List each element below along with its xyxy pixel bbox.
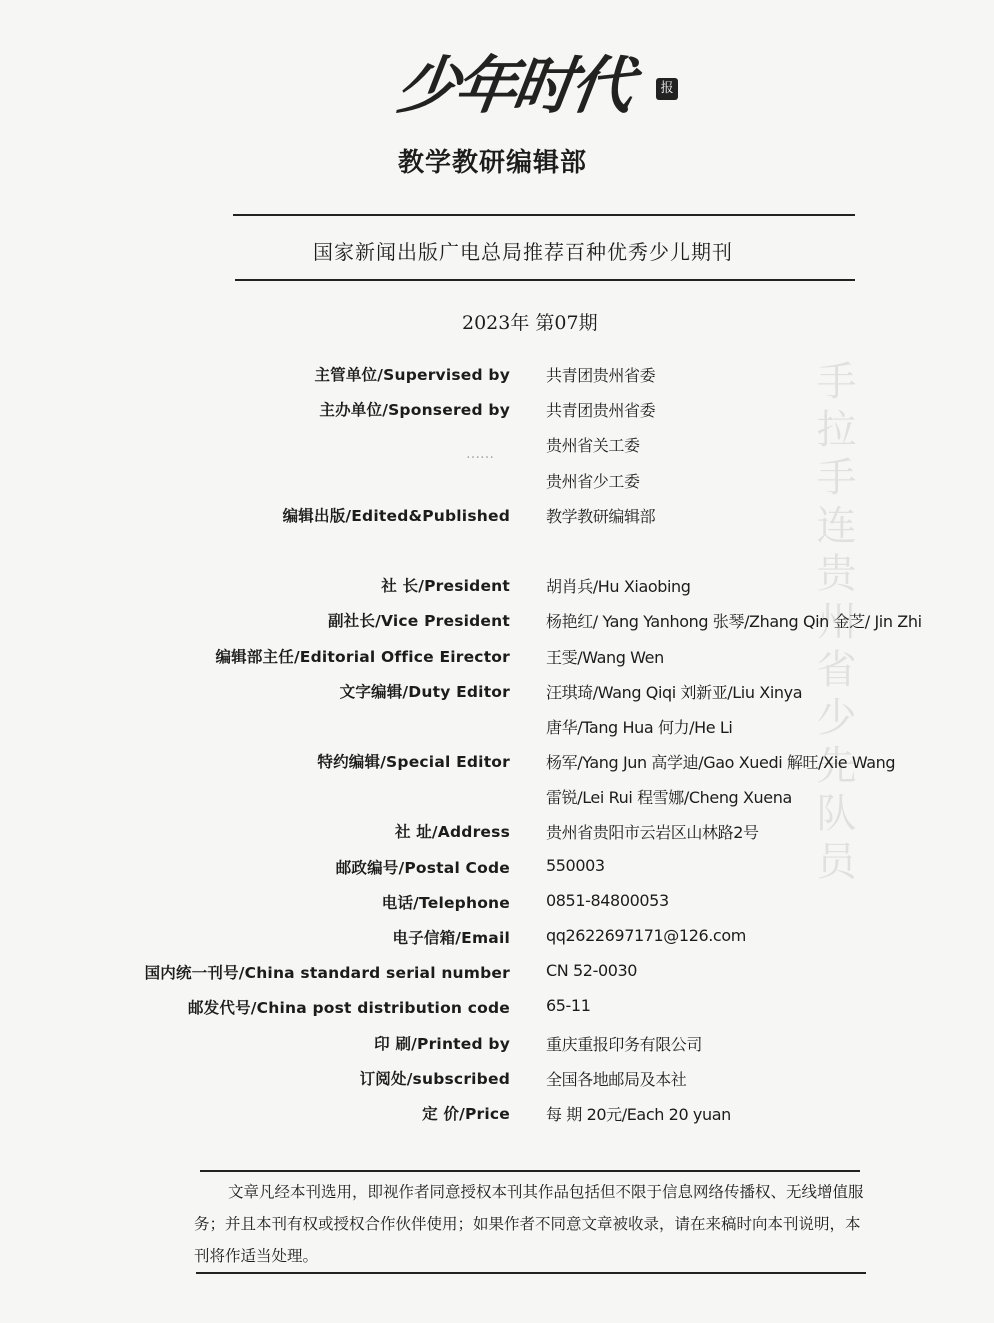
info-value: 65-11 xyxy=(546,996,591,1016)
info-row xyxy=(0,433,994,468)
info-label: 订阅处/subscribed xyxy=(359,1069,510,1088)
info-value: 重庆重报印务有限公司 xyxy=(546,1034,703,1054)
info-label: 社 址/Address xyxy=(394,823,510,842)
info-label: 电话/Telephone xyxy=(381,893,510,912)
info-row xyxy=(0,645,994,680)
info-row-spacer xyxy=(0,539,994,574)
info-label: 电子信箱/Email xyxy=(392,929,510,947)
notice-top-divider xyxy=(200,1170,860,1172)
info-row xyxy=(0,996,994,1031)
info-row xyxy=(0,926,994,961)
info-value: 贵州省关工委 xyxy=(546,436,640,456)
info-row xyxy=(0,1067,994,1102)
info-value: 雷锐/Lei Rui 程雪娜/Cheng Xuena xyxy=(546,788,792,808)
info-row xyxy=(0,680,994,715)
info-value: 教学教研编辑部 xyxy=(546,506,656,526)
info-label: 社 长/President xyxy=(381,577,510,596)
top-divider xyxy=(233,214,855,216)
info-row xyxy=(0,1032,994,1067)
info-row xyxy=(0,961,994,996)
notice-bottom-divider xyxy=(196,1272,866,1274)
info-label: 编辑出版/Edited&Published xyxy=(282,506,510,525)
info-row xyxy=(0,891,994,926)
issue-number: 2023年 第07期 xyxy=(462,312,598,334)
second-divider xyxy=(235,279,855,281)
info-label: 编辑部主任/Editorial Office Eirector xyxy=(215,647,510,666)
info-value: qq2622697171@126.com xyxy=(546,926,746,945)
info-row xyxy=(0,715,994,750)
bleed-through-vertical-text: 手拉手连贵州省少先队员 xyxy=(810,360,856,888)
info-value: 杨艳红/ Yang Yanhong 张琴/Zhang Qin 金芝/ Jin Zhi xyxy=(546,612,922,632)
info-row xyxy=(0,609,994,644)
notice-text: 文章凡经本刊选用，即视作者同意授权本刊其作品包括但不限于信息网络传播权、无线增值服务；并且本刊有权或授权合作伙伴使用；如果作者不同意文章被收录，请在来稿时向本刊说明，本刊将作适当处理。 xyxy=(194,1183,864,1265)
recommendation-line: 国家新闻出版广电总局推荐百种优秀少儿期刊 xyxy=(313,240,733,264)
info-row xyxy=(0,820,994,855)
info-label: 文字编辑/Duty Editor xyxy=(339,682,510,701)
info-value: 王雯/Wang Wen xyxy=(546,647,664,667)
info-row xyxy=(0,469,994,504)
info-row xyxy=(0,398,994,433)
copyright-notice xyxy=(194,1176,864,1272)
info-row xyxy=(0,750,994,785)
info-label: 主办单位/Sponsered by xyxy=(319,401,510,420)
info-row xyxy=(0,363,994,398)
info-row xyxy=(0,856,994,891)
ellipsis-mark: …… xyxy=(466,446,494,462)
masthead-badge: 报 xyxy=(656,78,678,100)
info-label: 印 刷/Printed by xyxy=(374,1034,510,1053)
info-row xyxy=(0,785,994,820)
info-label: 副社长/Vice President xyxy=(327,612,510,631)
info-label: 定 价/Price xyxy=(422,1104,510,1123)
info-value: 每 期 20元/Each 20 yuan xyxy=(546,1104,731,1124)
info-label: 邮政编号/Postal Code xyxy=(335,858,510,877)
info-value: 共青团贵州省委 xyxy=(546,366,656,385)
info-value: 550003 xyxy=(546,855,605,875)
info-value: 0851-84800053 xyxy=(546,890,669,910)
info-label: 邮发代号/China post distribution code xyxy=(187,999,510,1018)
info-label: 主管单位/Supervised by xyxy=(314,366,510,384)
info-value: 贵州省少工委 xyxy=(546,471,640,491)
masthead-title: 少年时代 xyxy=(392,49,635,122)
masthead-logo xyxy=(392,36,688,122)
info-row xyxy=(0,1102,994,1137)
info-label: 国内统一刊号/China standard serial number xyxy=(144,964,510,983)
info-value: 共青团贵州省委 xyxy=(546,401,656,421)
info-value: 杨军/Yang Jun 高学迪/Gao Xuedi 解旺/Xie Wang xyxy=(546,753,896,773)
info-value: 汪琪琦/Wang Qiqi 刘新亚/Liu Xinya xyxy=(546,682,803,702)
publication-info xyxy=(0,363,994,1137)
info-row xyxy=(0,574,994,609)
info-value: 贵州省贵阳市云岩区山林路2号 xyxy=(546,823,759,843)
info-value: 唐华/Tang Hua 何力/He Li xyxy=(546,717,733,737)
info-row xyxy=(0,504,994,539)
info-value: 胡肖兵/Hu Xiaobing xyxy=(546,577,691,597)
info-value: CN 52-0030 xyxy=(546,961,638,981)
info-value: 全国各地邮局及本社 xyxy=(546,1069,687,1089)
department-title: 教学教研编辑部 xyxy=(398,148,588,178)
info-label: 特约编辑/Special Editor xyxy=(317,753,510,772)
